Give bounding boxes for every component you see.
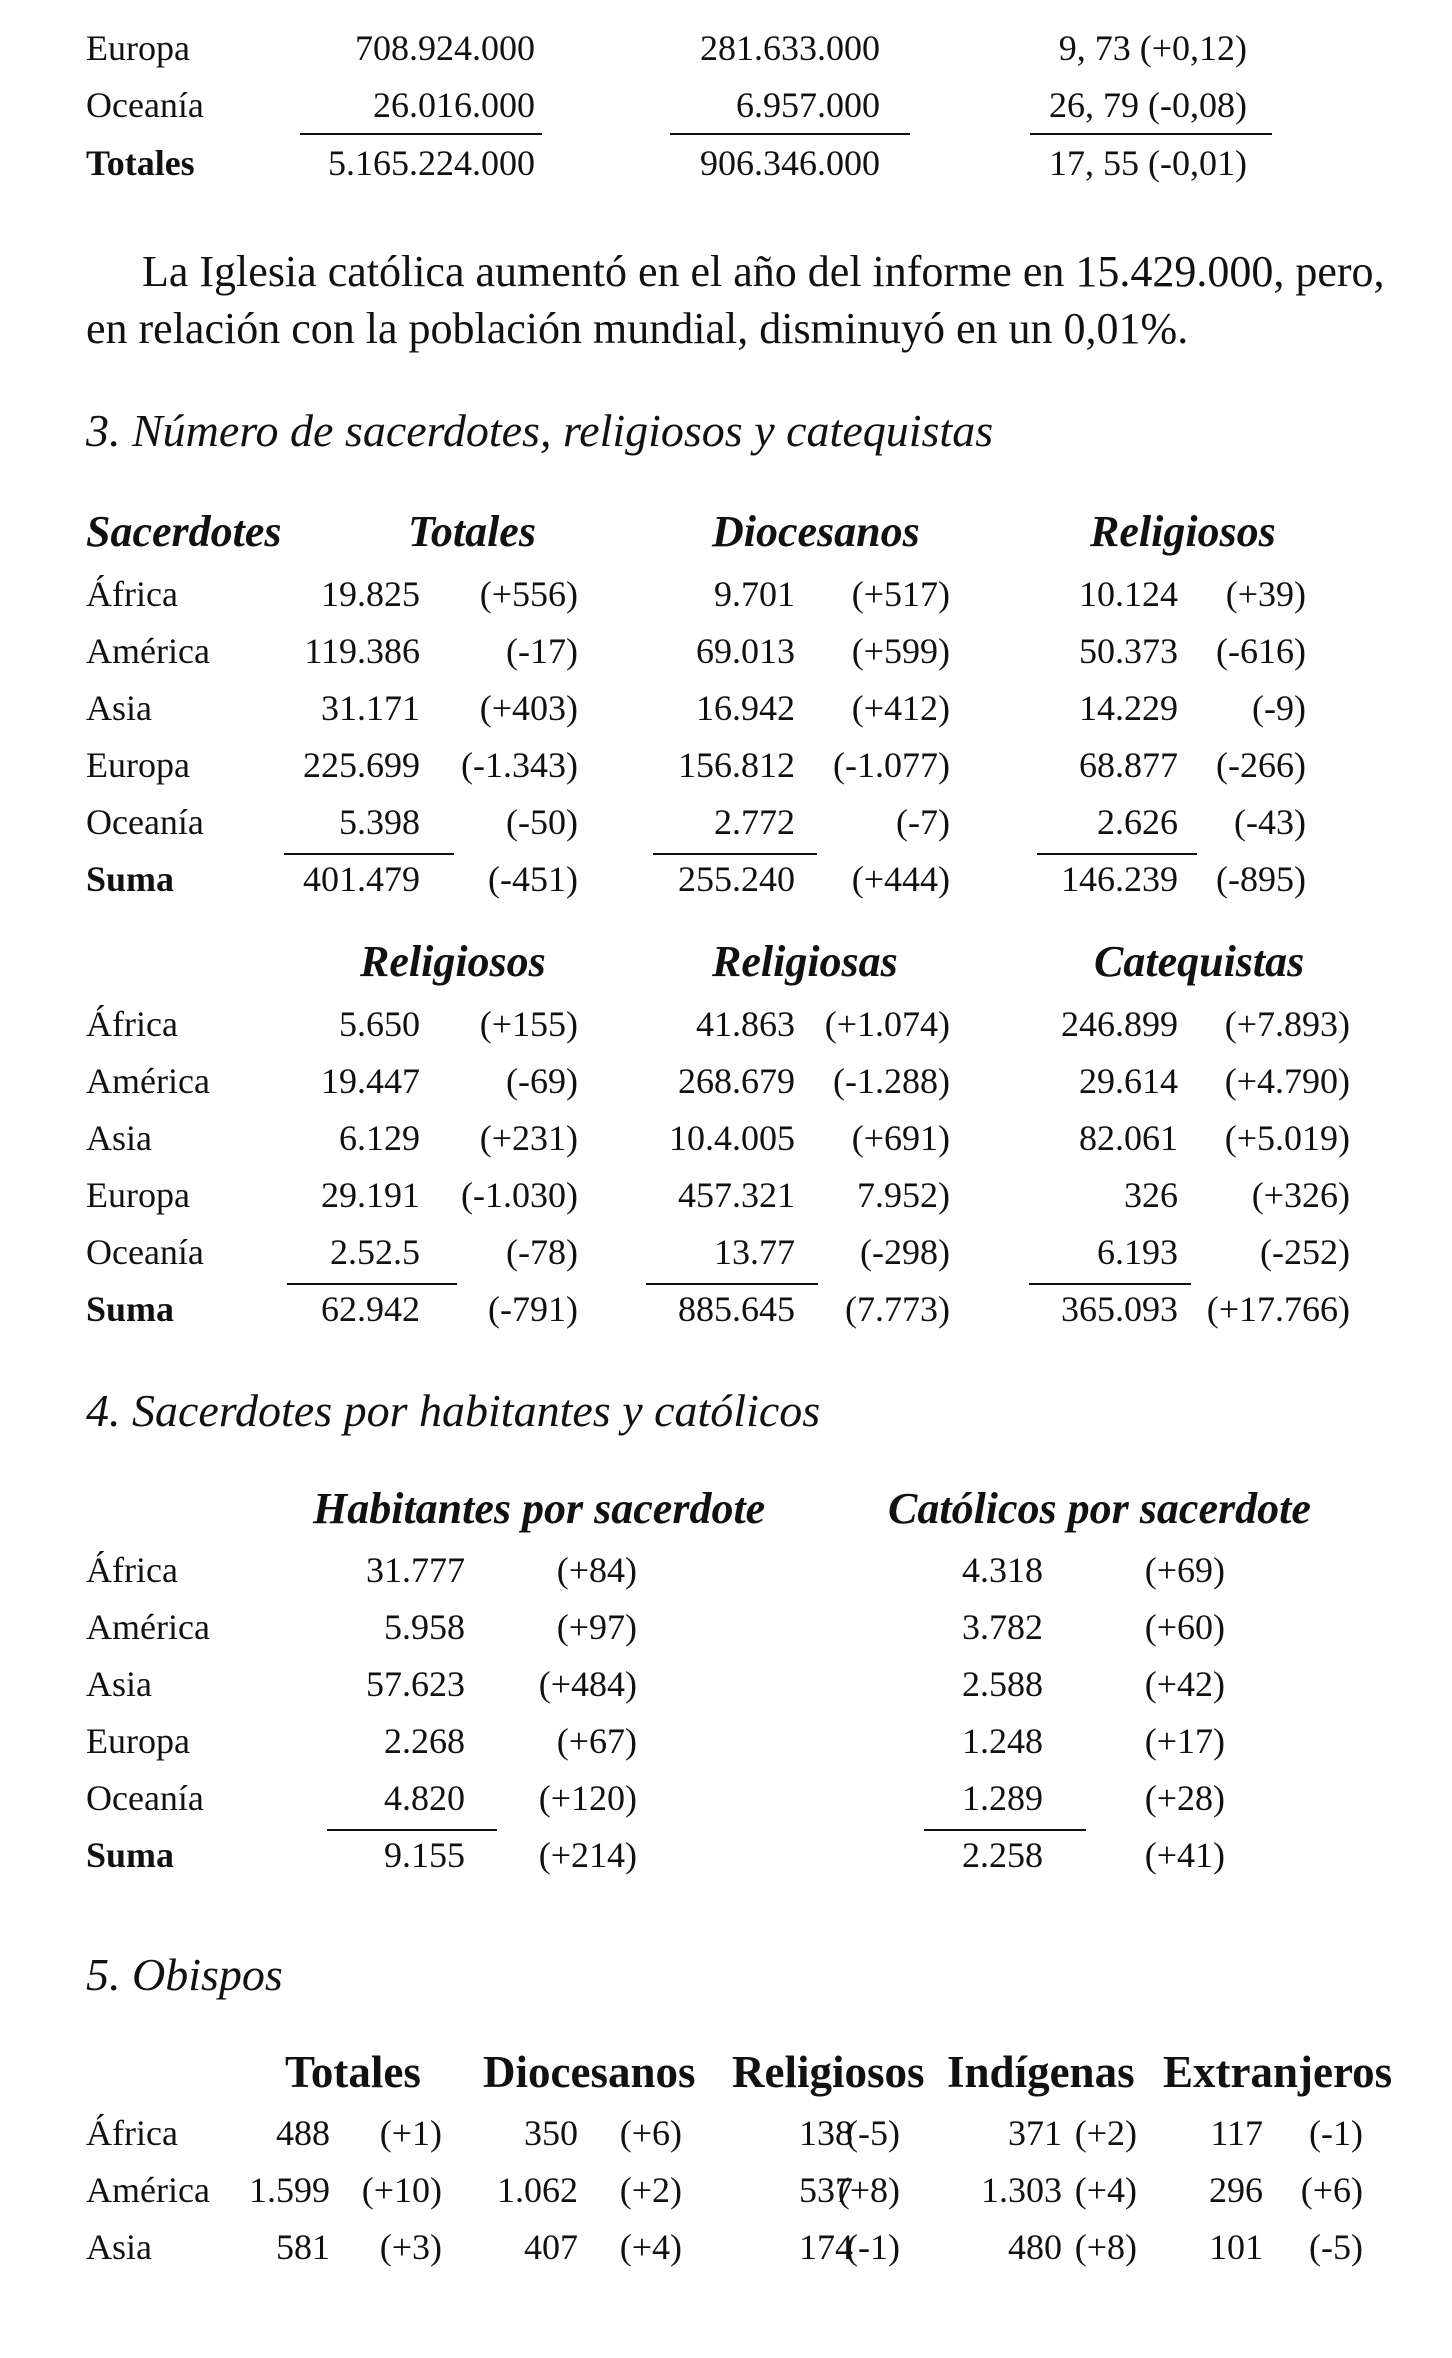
table-cell: 29.191: [321, 1175, 420, 1215]
table-cell: (+4): [1074, 2170, 1137, 2210]
column-header: Religiosos: [1090, 507, 1276, 556]
total-cell: (-895): [1216, 859, 1306, 899]
table-cell: 225.699: [303, 745, 420, 785]
table-cell: (-17): [506, 631, 578, 671]
section-title: 3. Número de sacerdotes, religiosos y catequistas: [86, 405, 994, 456]
table-cell: (+412): [851, 688, 950, 728]
total-rule: [670, 133, 910, 135]
row-region: África: [86, 2113, 178, 2153]
table-cell: 2.268: [384, 1721, 465, 1761]
total-cell: 885.645: [678, 1289, 795, 1329]
table-cell: 268.679: [678, 1061, 795, 1101]
total-cell: 401.479: [303, 859, 420, 899]
table-cell: 2.52.5: [330, 1232, 420, 1272]
column-header: Totales: [408, 507, 536, 556]
table-cell: 101: [1209, 2227, 1263, 2267]
table-cell: 14.229: [1079, 688, 1178, 728]
column-header: Religiosos: [360, 937, 546, 986]
table-cell: (+231): [479, 1118, 578, 1158]
row-region: Oceanía: [86, 1232, 204, 1272]
table-cell: 457.321: [678, 1175, 795, 1215]
top-total-label: Totales: [86, 143, 195, 183]
table-cell: 1.062: [497, 2170, 578, 2210]
column-header: Totales: [285, 2047, 421, 2097]
table-cell: (+60): [1144, 1607, 1225, 1647]
total-cell: (+17.766): [1206, 1289, 1350, 1329]
table-cell: 2.626: [1097, 802, 1178, 842]
table-cell: 13.77: [714, 1232, 795, 1272]
table-cell: (+42): [1144, 1664, 1225, 1704]
table-cell: 2.588: [962, 1664, 1043, 1704]
table-cell: 7.952): [857, 1175, 950, 1215]
row-region: África: [86, 1004, 178, 1044]
section-title: 5. Obispos: [86, 1949, 283, 2000]
row-region: América: [86, 1607, 210, 1647]
table-cell: (+84): [556, 1550, 637, 1590]
total-cell: 146.239: [1061, 859, 1178, 899]
table-cell: 480: [1008, 2227, 1062, 2267]
table-cell: 246.899: [1061, 1004, 1178, 1044]
table-cell: (+691): [851, 1118, 950, 1158]
row-region: América: [86, 631, 210, 671]
table-cell: 6.129: [339, 1118, 420, 1158]
top-row-region: Oceanía: [86, 85, 204, 125]
table-cell: (+4.790): [1224, 1061, 1350, 1101]
total-cell: (+444): [851, 859, 950, 899]
table-cell: (+1): [379, 2113, 442, 2153]
table-cell: 9.701: [714, 574, 795, 614]
row-region: Oceanía: [86, 1778, 204, 1818]
table-cell: (+556): [479, 574, 578, 614]
table-cell: 29.614: [1079, 1061, 1178, 1101]
total-rule: [924, 1829, 1086, 1831]
row-region: África: [86, 574, 178, 614]
row-region: Asia: [86, 1118, 152, 1158]
table-cell: (+7.893): [1224, 1004, 1350, 1044]
column-header: Católicos por sacerdote: [888, 1484, 1311, 1533]
table-cell: (-1.343): [461, 745, 578, 785]
table-cell: 19.447: [321, 1061, 420, 1101]
table-cell: 41.863: [696, 1004, 795, 1044]
table-cell: 350: [524, 2113, 578, 2153]
total-rule: [1029, 1283, 1191, 1285]
top-row-region: Europa: [86, 28, 190, 68]
top-row-cell: 281.633.000: [700, 28, 880, 68]
table-cell: (+6): [1300, 2170, 1363, 2210]
table-cell: 156.812: [678, 745, 795, 785]
table-cell: 537: [799, 2170, 853, 2210]
row-region: África: [86, 1550, 178, 1590]
table-cell: (+517): [851, 574, 950, 614]
table-cell: (+4): [619, 2227, 682, 2267]
table-cell: 138: [799, 2113, 853, 2153]
total-label: Suma: [86, 1289, 175, 1329]
row-region: América: [86, 2170, 210, 2210]
table-cell: (-43): [1234, 802, 1306, 842]
table-cell: 5.398: [339, 802, 420, 842]
top-row-cell: 26.016.000: [373, 85, 535, 125]
table-cell: 119.386: [304, 631, 420, 671]
table-cell: (-5): [846, 2113, 900, 2153]
total-rule: [1037, 853, 1197, 855]
table-cell: 19.825: [321, 574, 420, 614]
table-cell: 5.650: [339, 1004, 420, 1044]
table-cell: 31.777: [366, 1550, 465, 1590]
table-cell: (+97): [556, 1607, 637, 1647]
table-cell: 488: [276, 2113, 330, 2153]
table-cell: 581: [276, 2227, 330, 2267]
table-cell: (-9): [1252, 688, 1306, 728]
table-cell: 57.623: [366, 1664, 465, 1704]
row-region: América: [86, 1061, 210, 1101]
row-region: Europa: [86, 1721, 190, 1761]
total-label: Suma: [86, 859, 175, 899]
table-cell: (-1.288): [833, 1061, 950, 1101]
table-cell: (+39): [1225, 574, 1306, 614]
table-cell: (+326): [1251, 1175, 1350, 1215]
row-region: Asia: [86, 2227, 152, 2267]
table-cell: (+8): [1074, 2227, 1137, 2267]
total-cell: (+214): [538, 1835, 637, 1875]
table-cell: 1.289: [962, 1778, 1043, 1818]
table-cell: 50.373: [1079, 631, 1178, 671]
column-header: Indígenas: [947, 2047, 1135, 2097]
table-cell: (-1.077): [833, 745, 950, 785]
table-cell: (+1.074): [824, 1004, 950, 1044]
column-header: Catequistas: [1094, 937, 1305, 986]
total-rule: [653, 853, 817, 855]
top-row-cell: 708.924.000: [355, 28, 535, 68]
table-cell: 31.171: [321, 688, 420, 728]
total-rule: [1030, 133, 1272, 135]
section-title: 4. Sacerdotes por habitantes y católicos: [86, 1385, 821, 1436]
table-cell: (+28): [1144, 1778, 1225, 1818]
table-cell: (+3): [379, 2227, 442, 2267]
table-cell: (+6): [619, 2113, 682, 2153]
total-cell: (-451): [488, 859, 578, 899]
table-cell: (+67): [556, 1721, 637, 1761]
table-cell: 69.013: [696, 631, 795, 671]
table-cell: (+2): [619, 2170, 682, 2210]
table-cell: 10.4.005: [669, 1118, 795, 1158]
total-label: Suma: [86, 1835, 175, 1875]
table-cell: (+2): [1074, 2113, 1137, 2153]
row-region: Asia: [86, 688, 152, 728]
table-cell: (+599): [851, 631, 950, 671]
row-region: Oceanía: [86, 802, 204, 842]
row-region: Europa: [86, 1175, 190, 1215]
table-cell: (-69): [506, 1061, 578, 1101]
total-rule: [287, 1283, 457, 1285]
table-cell: 407: [524, 2227, 578, 2267]
table-cell: (+10): [361, 2170, 442, 2210]
row-header-label: Sacerdotes: [86, 507, 282, 556]
total-cell: (7.773): [845, 1289, 950, 1329]
top-row-cell: 9, 73 (+0,12): [1058, 28, 1247, 68]
top-total-cell: 5.165.224.000: [328, 143, 535, 183]
table-cell: 82.061: [1079, 1118, 1178, 1158]
table-cell: 1.248: [962, 1721, 1043, 1761]
table-cell: (-1.030): [461, 1175, 578, 1215]
top-total-cell: 17, 55 (-0,01): [1049, 143, 1247, 183]
total-rule: [327, 1829, 497, 1831]
table-cell: 296: [1209, 2170, 1263, 2210]
table-cell: 4.820: [384, 1778, 465, 1818]
table-cell: (+155): [479, 1004, 578, 1044]
column-header: Habitantes por sacerdote: [313, 1484, 766, 1533]
column-header: Diocesanos: [712, 507, 920, 556]
paragraph-line: La Iglesia católica aumentó en el año del informe en 15.429.000, pero,: [142, 247, 1385, 296]
table-cell: (-5): [1309, 2227, 1363, 2267]
total-cell: (-791): [488, 1289, 578, 1329]
table-cell: (-616): [1216, 631, 1306, 671]
table-cell: (+120): [538, 1778, 637, 1818]
table-cell: 371: [1008, 2113, 1062, 2153]
table-cell: (-266): [1216, 745, 1306, 785]
column-header: Religiosos: [732, 2047, 925, 2097]
table-cell: (+17): [1144, 1721, 1225, 1761]
table-cell: 3.782: [962, 1607, 1043, 1647]
total-cell: 365.093: [1061, 1289, 1178, 1329]
table-cell: 1.303: [981, 2170, 1062, 2210]
table-cell: 174: [799, 2227, 853, 2267]
total-cell: 2.258: [962, 1835, 1043, 1875]
column-header: Religiosas: [712, 937, 898, 986]
paragraph-line: en relación con la población mundial, disminuyó en un 0,01%.: [86, 304, 1189, 353]
table-cell: (-50): [506, 802, 578, 842]
table-cell: 10.124: [1079, 574, 1178, 614]
table-cell: (-7): [896, 802, 950, 842]
table-cell: (-1): [846, 2227, 900, 2267]
table-cell: 2.772: [714, 802, 795, 842]
table-cell: 5.958: [384, 1607, 465, 1647]
top-row-cell: 26, 79 (-0,08): [1049, 85, 1247, 125]
total-cell: 62.942: [321, 1289, 420, 1329]
total-rule: [284, 853, 454, 855]
row-region: Asia: [86, 1664, 152, 1704]
table-cell: 117: [1210, 2113, 1263, 2153]
total-rule: [300, 133, 542, 135]
table-cell: 326: [1124, 1175, 1178, 1215]
table-cell: (-78): [506, 1232, 578, 1272]
top-total-cell: 906.346.000: [700, 143, 880, 183]
table-cell: (+5.019): [1224, 1118, 1350, 1158]
total-rule: [646, 1283, 818, 1285]
table-cell: (+403): [479, 688, 578, 728]
total-cell: (+41): [1144, 1835, 1225, 1875]
table-cell: 1.599: [249, 2170, 330, 2210]
table-cell: (+8): [837, 2170, 900, 2210]
table-cell: (+69): [1144, 1550, 1225, 1590]
table-cell: (+484): [538, 1664, 637, 1704]
table-cell: 16.942: [696, 688, 795, 728]
table-cell: 4.318: [962, 1550, 1043, 1590]
column-header: Extranjeros: [1163, 2047, 1393, 2097]
table-cell: 6.193: [1097, 1232, 1178, 1272]
table-cell: (-1): [1309, 2113, 1363, 2153]
row-region: Europa: [86, 745, 190, 785]
table-cell: 68.877: [1079, 745, 1178, 785]
table-cell: (-298): [860, 1232, 950, 1272]
table-cell: (-252): [1260, 1232, 1350, 1272]
column-header: Diocesanos: [483, 2047, 696, 2097]
total-cell: 9.155: [384, 1835, 465, 1875]
top-row-cell: 6.957.000: [736, 85, 880, 125]
total-cell: 255.240: [678, 859, 795, 899]
